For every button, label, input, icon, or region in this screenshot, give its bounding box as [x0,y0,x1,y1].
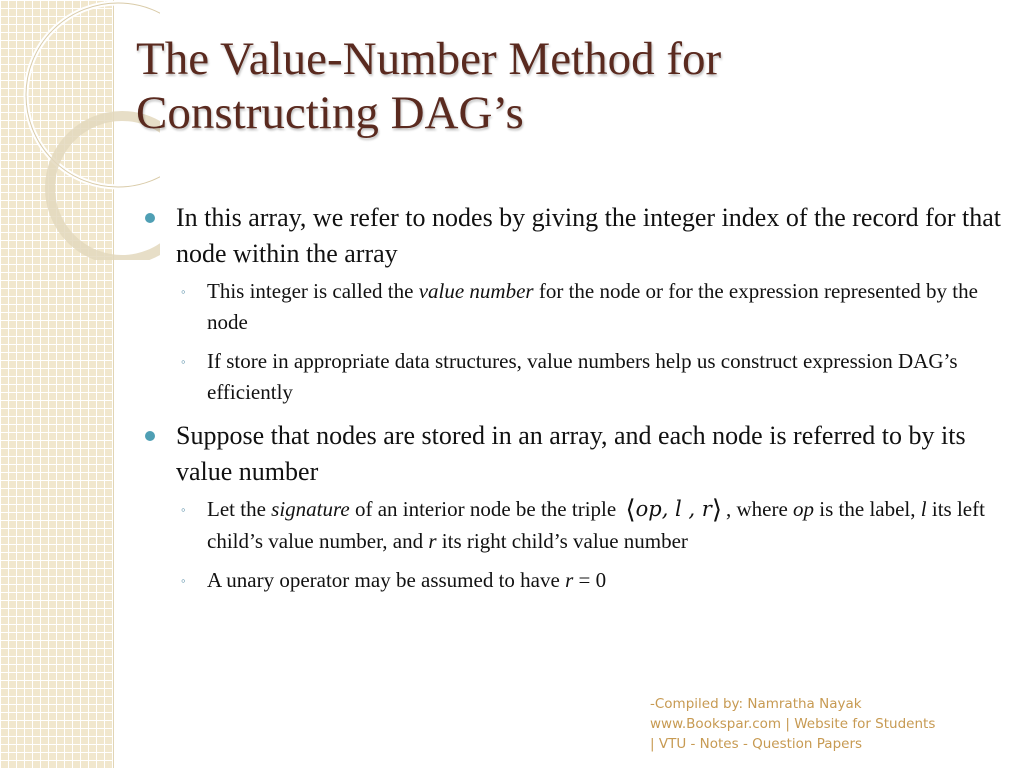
right-angle-bracket: ⟩ [711,495,722,525]
signature-triple-formula [621,495,726,525]
sub-bullet-emphasis: r [565,568,574,592]
sub-bullet-text: This integer is called the [207,279,419,303]
sub-bullet-emphasis: l [920,497,927,521]
bullet-dot-icon [145,431,155,441]
sub-bullet-text: If store in appropriate data structures, value numbers help us construct expression DAG’s efficiently [207,349,958,404]
slide-title [136,32,996,140]
sub-bullet-emphasis: r [428,529,437,553]
sub-bullet-text: of an interior node be the triple [349,497,617,521]
hollow-circle-bullet-icon: ◦ [181,502,186,517]
sub-bullet-text: is the label, [814,497,921,521]
title-line-1: The Value-Number Method for [136,33,722,85]
bullet-text: In this array, we refer to nodes by giving the integer index of the record for that node within the array [176,203,1001,268]
title-line-2: Constructing DAG’s [136,87,524,139]
bullet-dot-icon [145,213,155,223]
sub-bullet-text: Let the [207,497,272,521]
sub-bullet-item [145,494,1005,557]
sub-bullet-text: its right child’s value number [436,529,688,553]
footer-line-3: | VTU - Notes - Question Papers [650,736,863,752]
sub-bullet-emphasis: op [793,497,815,521]
bullet-text: Suppose that nodes are stored in an array, and each node is referred to by its value number [176,421,966,486]
footer-line-2: www.Bookspar.com | Website for Students [650,716,936,732]
bullet-item-2 [145,418,1005,490]
hollow-circle-bullet-icon: ◦ [181,354,186,369]
sub-bullet-text: A unary operator may be assumed to have [207,568,566,592]
footer-line-1: -Compiled by: Namratha Nayak [650,696,862,712]
bullet-item-1 [145,200,1005,272]
sub-bullet-text: = 0 [573,568,607,592]
left-angle-bracket: ⟨ [625,495,636,525]
hollow-circle-bullet-icon: ◦ [181,284,186,299]
sub-bullet-text: for the node or for the expression represented by the node [207,279,978,334]
slide-body [145,200,1005,604]
formula-body: op, l , r [635,497,712,521]
sub-bullet-item [145,565,1005,596]
sub-bullet-emphasis: signature [271,497,350,521]
sub-bullet-emphasis: value number [418,279,534,303]
hollow-circle-bullet-icon: ◦ [181,573,186,588]
sub-bullet-item [145,276,1005,338]
sub-bullet-item [145,346,1005,408]
sub-bullet-text: its left child’s value number, and [207,497,985,553]
sub-bullet-text: , where [725,497,794,521]
footer-credits [650,694,1010,754]
